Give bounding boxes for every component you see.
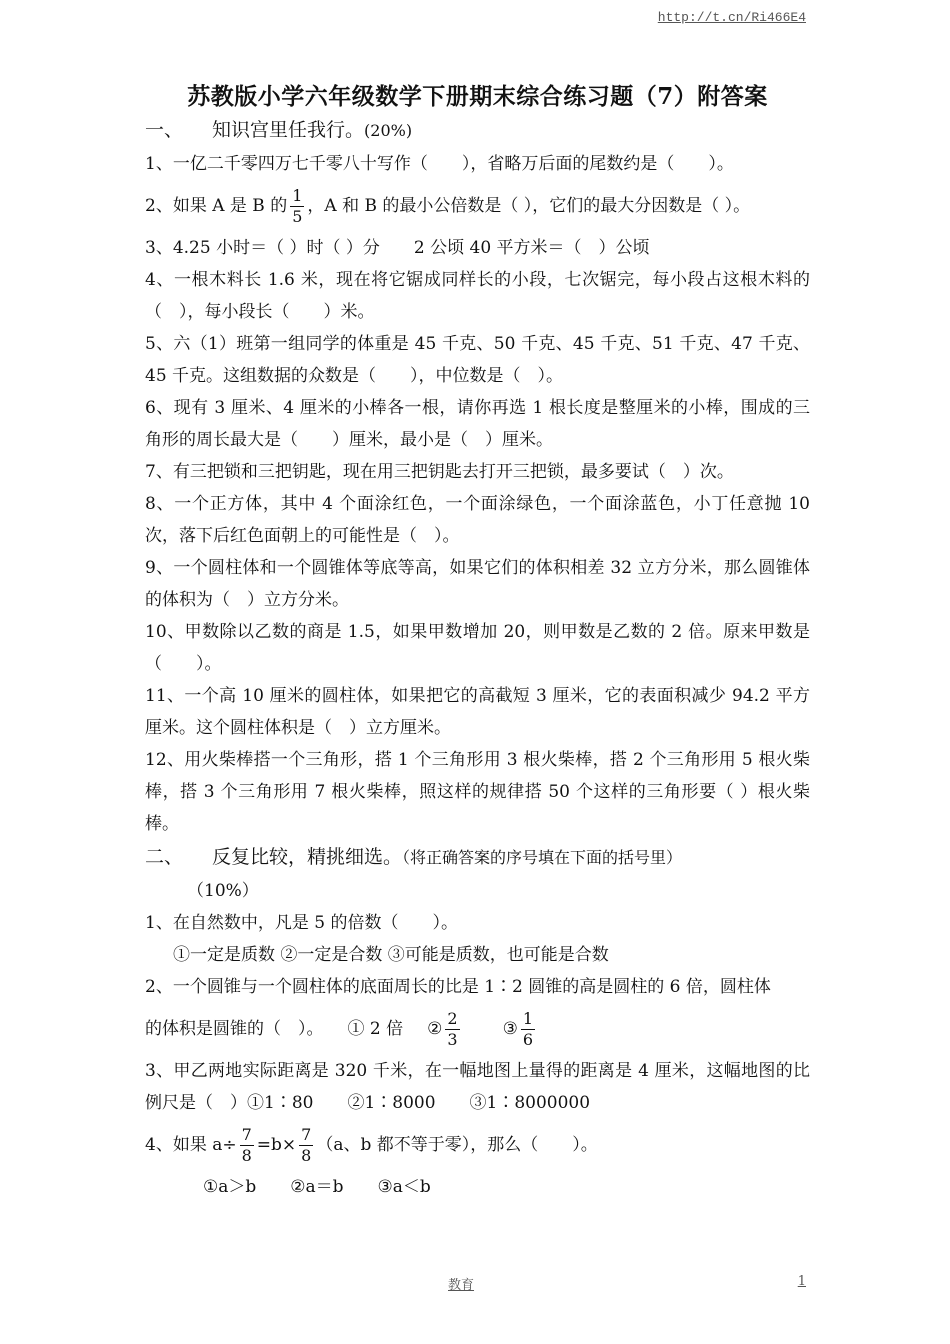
fraction (521, 1009, 535, 1050)
question-1-11: 11、一个高 10 厘米的圆柱体，如果把它的高截短 3 厘米，它的表面积减少 94.2 平方厘米。这个圆柱体积是（ ）立方厘米。 (145, 686, 810, 738)
fraction-denominator: 8 (301, 1146, 312, 1165)
question-1-10: 10、甲数除以乙数的商是 1.5，如果甲数增加 20，则甲数是乙数的 2 倍。原来甲数是（ ）。 (145, 622, 810, 674)
fraction-numerator: 7 (241, 1125, 252, 1144)
fraction-denominator: 5 (292, 207, 303, 226)
fraction-numerator: 2 (447, 1009, 458, 1028)
fraction-denominator: 3 (447, 1030, 458, 1049)
fraction (299, 1125, 313, 1166)
option-2-label: ② (427, 1019, 443, 1039)
page-title: 苏教版小学六年级数学下册期末综合练习题（7）附答案 (187, 83, 768, 110)
page-number[interactable]: 1 (797, 1274, 806, 1289)
question-1-9: 9、一个圆柱体和一个圆锥体等底等高，如果它们的体积相差 32 立方分米，那么圆锥体的体积为（ ）立方分米。 (145, 558, 810, 610)
question-1-2-pre: 2、如果 A 是 B 的 (145, 196, 288, 216)
fraction (445, 1009, 459, 1050)
fraction-denominator: 8 (241, 1146, 252, 1165)
option-1: ① 2 倍 (347, 1019, 404, 1039)
question-2-3: 3、甲乙两地实际距离是 320 千米，在一幅地图上量得的距离是 4 厘米，这幅地图的比例尺是（ ）①1∶80 ②1∶8000 ③1∶8000000 (145, 1061, 810, 1113)
section-1-number: 一、 (145, 119, 184, 141)
question-1-3: 3、4.25 小时＝（ ）时（ ）分 2 公顷 40 平方米＝（ ）公顷 (145, 238, 650, 258)
question-2-1: 1、在自然数中，凡是 5 的倍数（ ）。 (145, 913, 458, 933)
section-2-heading (145, 840, 810, 875)
section-2-note: （将正确答案的序号填在下面的括号里） (402, 848, 683, 867)
question-2-4-post: （a、b 都不等于零），那么（ ）。 (316, 1135, 598, 1155)
question-1-12: 12、用火柴棒搭一个三角形，搭 1 个三角形用 3 根火柴棒，搭 2 个三角形用 5 根火柴棒，搭 3 个三角形用 7 根火柴棒，照这样的规律搭 50 个这样的三角形要（ ）根火柴棒。 (145, 750, 810, 834)
question-2-2-text: 的体积是圆锥的（ ）。 (145, 1019, 324, 1039)
question-2-2-line-2 (145, 1003, 810, 1055)
fraction-numerator: 1 (292, 186, 303, 205)
question-1-6: 6、现有 3 厘米、4 厘米的小棒各一根，请你再选 1 根长度是整厘米的小棒，围成的三角形的周长最大是（ ）厘米，最小是（ ）厘米。 (145, 398, 810, 450)
question-2-4-options: ①a＞b ②a＝b ③a＜b (203, 1177, 431, 1197)
question-2-4 (145, 1119, 810, 1171)
fraction-numerator: 1 (522, 1009, 533, 1028)
question-1-5: 5、六（1）班第一组同学的体重是 45 千克、50 千克、45 千克、51 千克、47 千克、45 千克。这组数据的众数是（ ），中位数是（ ）。 (145, 334, 810, 386)
footer-link[interactable]: 教育 (448, 1278, 475, 1293)
fraction (240, 1125, 254, 1166)
section-2-title: 反复比较，精挑细选。 (212, 846, 403, 868)
question-1-1: 1、一亿二千零四万七千零八十写作（ ），省略万后面的尾数约是（ ）。 (145, 154, 734, 174)
question-1-7: 7、有三把锁和三把钥匙，现在用三把钥匙去打开三把锁，最多要试（ ）次。 (145, 462, 734, 482)
section-1-heading (145, 113, 810, 148)
fraction-numerator: 7 (301, 1125, 312, 1144)
question-1-2-post: ，A 和 B 的最小公倍数是（ ），它们的最大分因数是（ ）。 (307, 196, 751, 216)
header-link[interactable]: http://t.cn/Ri466E4 (657, 10, 806, 25)
fraction (290, 186, 304, 227)
question-2-1-options: ①一定是质数 ②一定是合数 ③可能是质数，也可能是合数 (173, 945, 609, 965)
question-2-2-line-1: 2、一个圆锥与一个圆柱体的底面周长的比是 1∶2 圆锥的高是圆柱的 6 倍，圆柱体 (145, 977, 771, 997)
question-2-4-pre: 4、如果 a÷ (145, 1135, 237, 1155)
question-2-4-mid: =b× (256, 1135, 297, 1155)
question-1-8: 8、一个正方体，其中 4 个面涂红色，一个面涂绿色，一个面涂蓝色，小丁任意抛 10 次，落下后红色面朝上的可能性是（ ）。 (145, 494, 810, 546)
section-2-score: （10%） (187, 881, 259, 901)
question-1-4: 4、一根木料长 1.6 米，现在将它锯成同样长的小段，七次锯完，每小段占这根木料的（ ），每小段长（ ）米。 (145, 270, 810, 322)
question-1-2 (145, 180, 810, 232)
document-body (145, 78, 810, 1203)
fraction-denominator: 6 (522, 1030, 533, 1049)
section-1-score: (20%) (364, 121, 413, 140)
section-2-number: 二、 (145, 846, 184, 868)
option-3-label: ③ (502, 1019, 518, 1039)
section-1-title: 知识宫里任我行。 (212, 119, 365, 141)
